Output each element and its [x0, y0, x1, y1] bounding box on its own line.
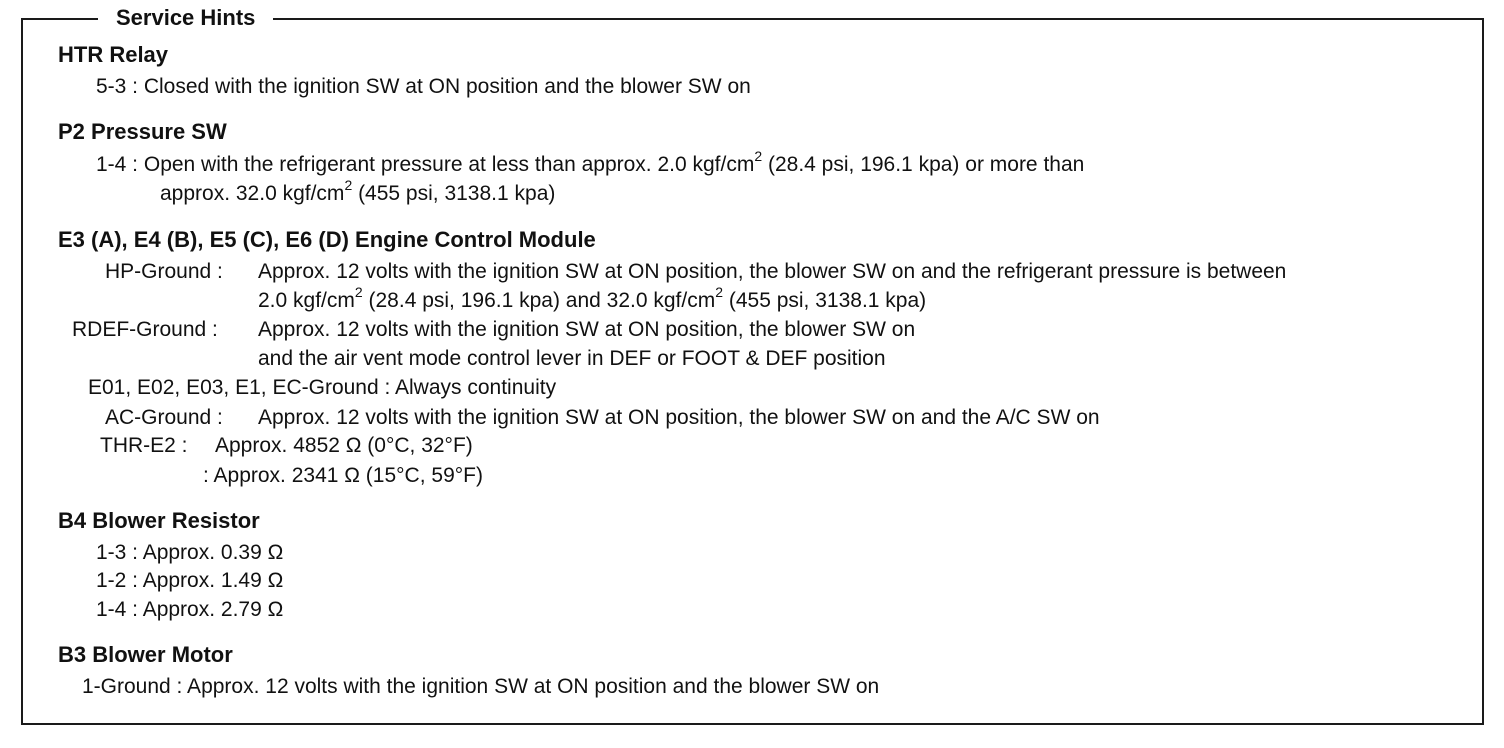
pressure-sw-line-2 — [160, 177, 556, 208]
pressure-sw-line-1-b: (28.4 psi, 196.1 kpa) or more than — [762, 153, 1085, 176]
e01-ground-line: E01, E02, E03, E1, EC-Ground : Always continuity — [88, 376, 557, 399]
thr-e2-text: Approx. 4852 Ω (0°C, 32°F) — [215, 434, 473, 457]
pressure-sw-line-1 — [96, 148, 1085, 179]
rdef-ground-label: RDEF-Ground : — [72, 318, 218, 341]
hp-ground-text: Approx. 12 volts with the ignition SW at ON position, the blower SW on and the refrigerant pressure is between — [258, 260, 1287, 283]
hp-ground-label: HP-Ground : — [105, 260, 223, 283]
ecm-heading: E3 (A), E4 (B), E5 (C), E6 (D) Engine Control Module — [58, 227, 596, 252]
pressure-sw-line-2-a: approx. 32.0 kgf/cm — [160, 182, 345, 205]
thr-e2-label: THR-E2 : — [100, 434, 188, 457]
hp-ground-text-2-a: 2.0 kgf/cm — [258, 289, 355, 312]
service-hints-title: Service Hints — [98, 4, 273, 32]
pressure-sw-line-1-a: 1-4 : Open with the refrigerant pressure at less than approx. 2.0 kgf/cm — [96, 153, 755, 176]
rdef-ground-text: Approx. 12 volts with the ignition SW at ON position, the blower SW on — [258, 318, 916, 341]
blower-resistor-line-2: 1-2 : Approx. 1.49 Ω — [96, 569, 284, 592]
pressure-sw-heading: P2 Pressure SW — [58, 119, 227, 144]
blower-motor-heading: B3 Blower Motor — [58, 642, 233, 667]
hp-ground-text-2-sup-1: 2 — [354, 284, 363, 300]
hp-ground-text-2-b: (28.4 psi, 196.1 kpa) and 32.0 kgf/cm — [362, 289, 716, 312]
blower-resistor-line-3: 1-4 : Approx. 2.79 Ω — [96, 598, 284, 621]
htr-relay-heading: HTR Relay — [58, 42, 169, 67]
hp-ground-text-2 — [258, 284, 927, 315]
pressure-sw-line-2-sup: 2 — [344, 177, 353, 193]
blower-resistor-heading: B4 Blower Resistor — [58, 508, 260, 533]
pressure-sw-line-1-sup: 2 — [754, 148, 763, 164]
blower-resistor-line-1: 1-3 : Approx. 0.39 Ω — [96, 541, 284, 564]
thr-e2-text-2: : Approx. 2341 Ω (15°C, 59°F) — [203, 464, 483, 487]
rdef-ground-text-2: and the air vent mode control lever in DEF or FOOT & DEF position — [258, 347, 886, 370]
blower-motor-line-1: 1-Ground : Approx. 12 volts with the ignition SW at ON position and the blower SW on — [82, 675, 880, 698]
pressure-sw-line-2-b: (455 psi, 3138.1 kpa) — [352, 182, 556, 205]
ac-ground-label: AC-Ground : — [105, 406, 223, 429]
hp-ground-text-2-sup-2: 2 — [715, 284, 724, 300]
hp-ground-text-2-c: (455 psi, 3138.1 kpa) — [723, 289, 927, 312]
ac-ground-text: Approx. 12 volts with the ignition SW at ON position, the blower SW on and the A/C SW on — [258, 406, 1100, 429]
htr-relay-line-1: 5-3 : Closed with the ignition SW at ON position and the blower SW on — [96, 75, 751, 98]
